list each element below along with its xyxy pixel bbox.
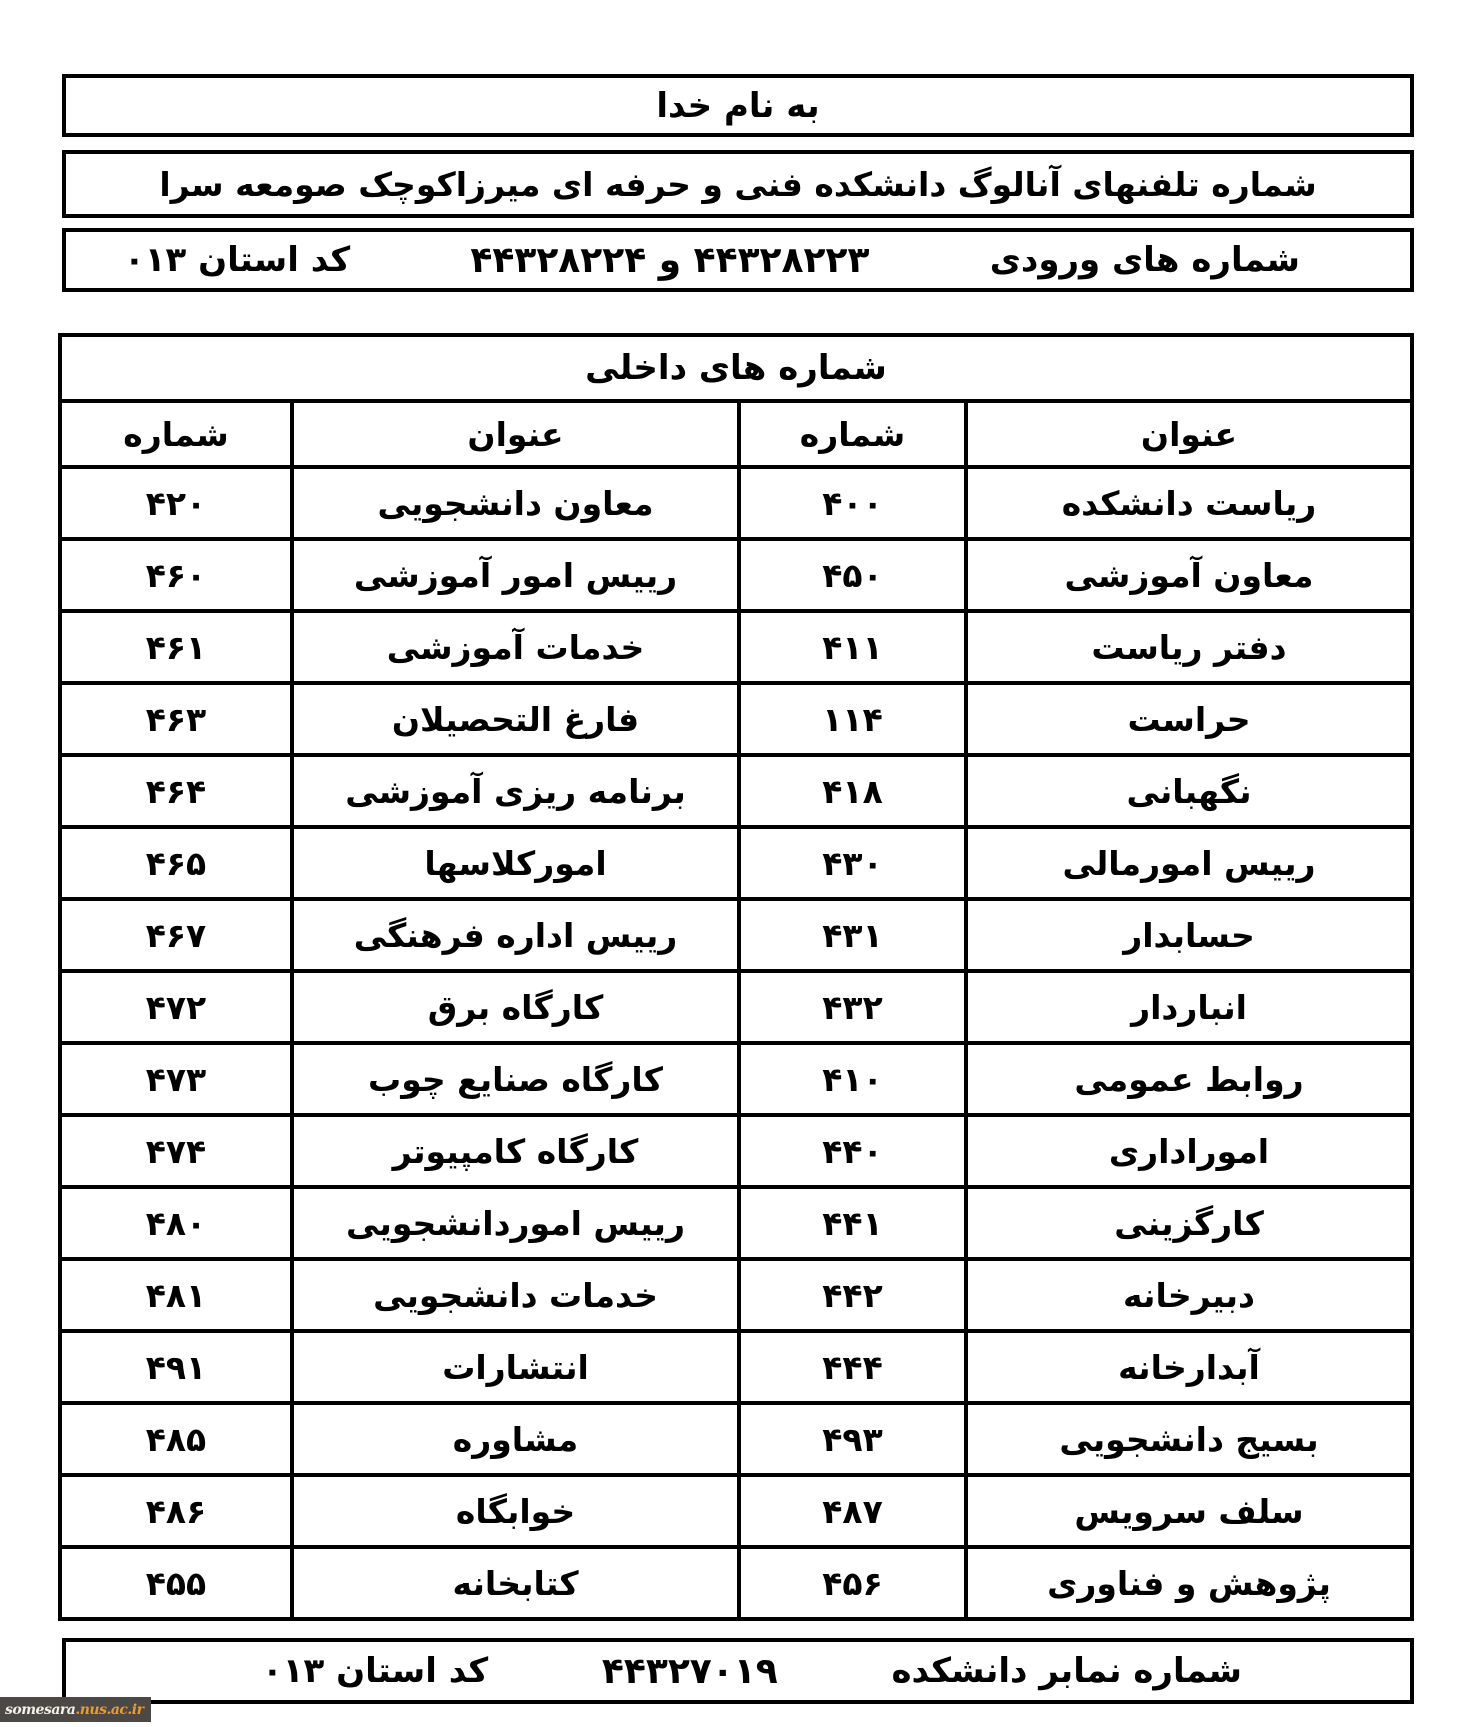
title-cell: حراست	[966, 683, 1412, 755]
title-cell: فارغ التحصیلان	[292, 683, 739, 755]
number-cell: ۴۳۱	[739, 899, 966, 971]
title-cell: خدمات آموزشی	[292, 611, 739, 683]
title-cell: کارگاه صنایع چوب	[292, 1043, 739, 1115]
title-cell: رییس اموردانشجویی	[292, 1187, 739, 1259]
title-cell: آبدارخانه	[966, 1331, 1412, 1403]
number-cell: ۴۲۰	[60, 467, 292, 539]
title-cell: نگهبانی	[966, 755, 1412, 827]
number-cell: ۴۶۰	[60, 539, 292, 611]
table-header-row	[60, 401, 1412, 467]
column-header-number-left: شماره	[60, 401, 292, 467]
table-row	[60, 539, 1412, 611]
title-cell: دفتر ریاست	[966, 611, 1412, 683]
title-cell: برنامه ریزی آموزشی	[292, 755, 739, 827]
entry-numbers-box	[62, 228, 1414, 292]
title-cell: کارگاه برق	[292, 971, 739, 1043]
title-cell: رییس اداره فرهنگی	[292, 899, 739, 971]
table-row	[60, 1043, 1412, 1115]
watermark-domain: .nus.ac.ir	[75, 1701, 144, 1718]
number-cell: ۴۴۴	[739, 1331, 966, 1403]
bismillah-box	[62, 74, 1414, 137]
table-row	[60, 971, 1412, 1043]
number-cell: ۴۴۲	[739, 1259, 966, 1331]
number-cell: ۴۳۲	[739, 971, 966, 1043]
title-cell: رییس امورمالی	[966, 827, 1412, 899]
table-row	[60, 1331, 1412, 1403]
number-cell: ۴۵۰	[739, 539, 966, 611]
number-cell: ۴۸۵	[60, 1403, 292, 1475]
number-cell: ۴۶۴	[60, 755, 292, 827]
title-cell: خوابگاه	[292, 1475, 739, 1547]
title-cell: اموراداری	[966, 1115, 1412, 1187]
table-row	[60, 683, 1412, 755]
number-cell: ۱۱۴	[739, 683, 966, 755]
entry-numbers-label: شماره های ورودی	[989, 240, 1300, 280]
number-cell: ۴۴۱	[739, 1187, 966, 1259]
table-row	[60, 1187, 1412, 1259]
title-cell: روابط عمومی	[966, 1043, 1412, 1115]
number-cell: ۴۳۰	[739, 827, 966, 899]
internal-numbers-table	[58, 333, 1414, 1621]
document-title-box	[62, 150, 1414, 218]
number-cell: ۴۶۱	[60, 611, 292, 683]
number-cell: ۴۸۰	[60, 1187, 292, 1259]
title-cell: کارگاه کامپیوتر	[292, 1115, 739, 1187]
number-cell: ۴۷۴	[60, 1115, 292, 1187]
entry-numbers-value: ۴۴۳۲۸۲۲۳ و ۴۴۳۲۸۲۲۴	[470, 239, 870, 281]
watermark	[0, 1697, 151, 1722]
table-row	[60, 1403, 1412, 1475]
number-cell: ۴۹۱	[60, 1331, 292, 1403]
number-cell: ۴۷۳	[60, 1043, 292, 1115]
column-header-title-right: عنوان	[966, 401, 1412, 467]
table-row	[60, 467, 1412, 539]
table-row	[60, 1475, 1412, 1547]
number-cell: ۴۶۵	[60, 827, 292, 899]
internal-numbers-title: شماره های داخلی	[60, 335, 1412, 401]
title-cell: بسیج دانشجویی	[966, 1403, 1412, 1475]
title-cell: معاون دانشجویی	[292, 467, 739, 539]
fax-number: ۴۴۳۲۷۰۱۹	[601, 1650, 778, 1692]
title-cell: رییس امور آموزشی	[292, 539, 739, 611]
internal-numbers-tbody	[60, 467, 1412, 1619]
number-cell: ۴۵۶	[739, 1547, 966, 1619]
table-row	[60, 1115, 1412, 1187]
column-header-number-right: شماره	[739, 401, 966, 467]
number-cell: ۴۷۲	[60, 971, 292, 1043]
number-cell: ۴۵۵	[60, 1547, 292, 1619]
document-title: شماره تلفنهای آنالوگ دانشکده فنی و حرفه ای میرزاکوچک صومعه سرا	[159, 164, 1317, 204]
entry-area-code: کد استان ۰۱۳	[124, 240, 351, 280]
title-cell: ریاست دانشکده	[966, 467, 1412, 539]
title-cell: دبیرخانه	[966, 1259, 1412, 1331]
number-cell: ۴۴۰	[739, 1115, 966, 1187]
title-cell: امورکلاسها	[292, 827, 739, 899]
fax-label: شماره نمابر دانشکده	[891, 1651, 1242, 1691]
title-cell: مشاوره	[292, 1403, 739, 1475]
table-row	[60, 827, 1412, 899]
number-cell: ۴۰۰	[739, 467, 966, 539]
column-header-title-left: عنوان	[292, 401, 739, 467]
fax-area-code: کد استان ۰۱۳	[262, 1651, 489, 1691]
number-cell: ۴۱۸	[739, 755, 966, 827]
number-cell: ۴۱۰	[739, 1043, 966, 1115]
title-cell: انباردار	[966, 971, 1412, 1043]
title-cell: حسابدار	[966, 899, 1412, 971]
number-cell: ۴۸۷	[739, 1475, 966, 1547]
number-cell: ۴۶۳	[60, 683, 292, 755]
title-cell: معاون آموزشی	[966, 539, 1412, 611]
title-cell: خدمات دانشجویی	[292, 1259, 739, 1331]
fax-box	[62, 1638, 1414, 1704]
number-cell: ۴۶۷	[60, 899, 292, 971]
number-cell: ۴۸۱	[60, 1259, 292, 1331]
table-row	[60, 755, 1412, 827]
number-cell: ۴۱۱	[739, 611, 966, 683]
table-row	[60, 1547, 1412, 1619]
title-cell: سلف سرویس	[966, 1475, 1412, 1547]
bismillah-text: به نام خدا	[656, 85, 820, 126]
table-row	[60, 1259, 1412, 1331]
number-cell: ۴۹۳	[739, 1403, 966, 1475]
title-cell: کارگزینی	[966, 1187, 1412, 1259]
number-cell: ۴۸۶	[60, 1475, 292, 1547]
title-cell: پژوهش و فناوری	[966, 1547, 1412, 1619]
title-cell: انتشارات	[292, 1331, 739, 1403]
table-row	[60, 611, 1412, 683]
table-row	[60, 899, 1412, 971]
table-title-row	[60, 335, 1412, 401]
title-cell: کتابخانه	[292, 1547, 739, 1619]
watermark-site: somesara	[5, 1701, 76, 1718]
